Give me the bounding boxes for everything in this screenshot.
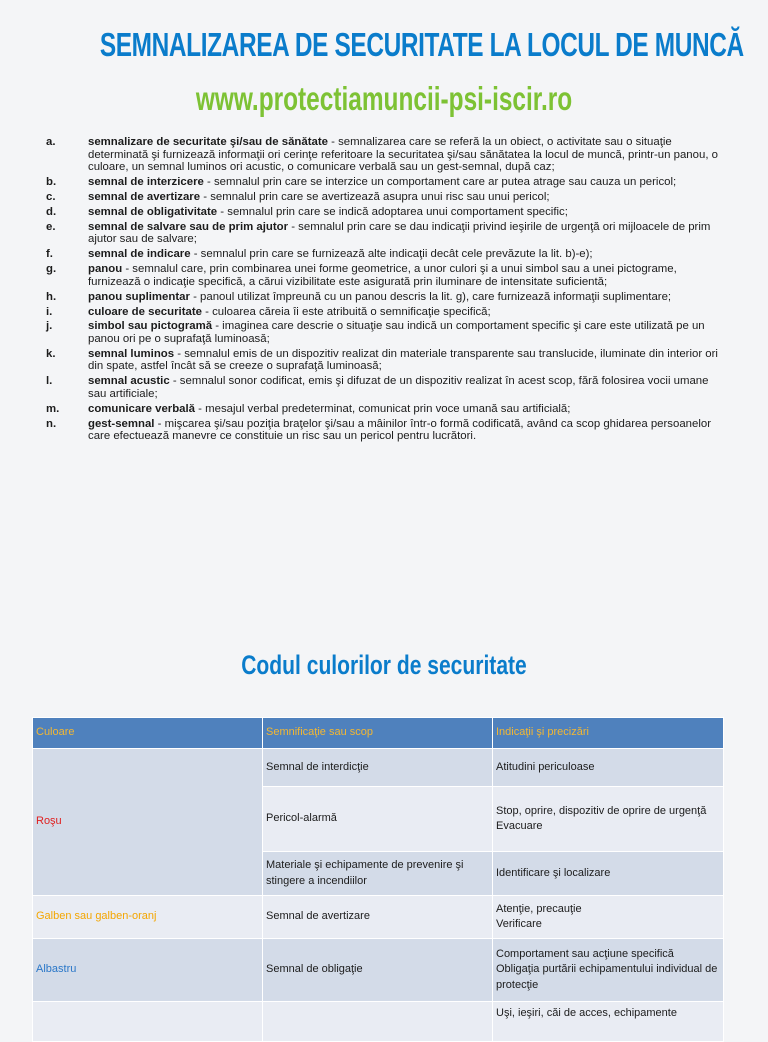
definition-term: semnal acustic bbox=[88, 375, 170, 388]
definition-description: - semnalul emis de un dispozitiv realizat din materiale transparente sau translucide, iluminate din interior ori din spate, astfel încât să se creeze o suprafaţă luminoasă; bbox=[88, 347, 718, 373]
definition-letter: h. bbox=[46, 290, 57, 303]
safety-color-table bbox=[32, 717, 724, 1042]
definition-item bbox=[46, 136, 722, 174]
notes-cell: Identificare şi localizare bbox=[493, 852, 724, 896]
notes-cell bbox=[493, 787, 724, 852]
definition-item bbox=[46, 306, 722, 319]
meaning-cell: Materiale şi echipamente de prevenire şi stingere a incendiilor bbox=[263, 852, 493, 896]
meaning-cell: Semnal de interdicţie bbox=[263, 749, 493, 787]
definition-text bbox=[88, 263, 722, 288]
meaning-cell: Semnal de obligaţie bbox=[263, 939, 493, 1002]
definition-term: gest-semnal bbox=[88, 417, 155, 430]
definition-term: panou bbox=[88, 263, 123, 276]
definition-description: - mesajul verbal predeterminat, comunicat prin voce umană sau artificială; bbox=[195, 402, 571, 415]
definition-text bbox=[88, 206, 722, 219]
definition-item bbox=[46, 291, 722, 304]
table-row bbox=[33, 896, 724, 939]
table-header-row bbox=[33, 718, 724, 749]
notes-line: Evacuare bbox=[496, 820, 543, 832]
definition-item bbox=[46, 418, 722, 443]
definition-item bbox=[46, 403, 722, 416]
definition-text bbox=[88, 348, 722, 373]
meaning-cell bbox=[263, 1002, 493, 1042]
table-row bbox=[33, 749, 724, 787]
website-url[interactable]: www.protectiamuncii-psi-iscir.ro bbox=[195, 80, 573, 117]
definition-item bbox=[46, 191, 722, 204]
definition-item bbox=[46, 248, 722, 261]
definition-letter: k. bbox=[46, 347, 56, 360]
definition-text bbox=[88, 403, 722, 416]
definition-text bbox=[88, 320, 722, 345]
notes-line: Stop, oprire, dispozitiv de oprire de urgenţă bbox=[496, 804, 707, 817]
color-cell-blue: Albastru bbox=[33, 939, 263, 1002]
definition-term: semnal de salvare sau de prim ajutor bbox=[88, 220, 289, 233]
notes-line: Atenţie, precauţie bbox=[496, 902, 582, 915]
definition-text bbox=[88, 418, 722, 443]
definition-term: panou suplimentar bbox=[88, 290, 190, 303]
definition-letter: d. bbox=[46, 205, 57, 218]
definition-term: comunicare verbală bbox=[88, 402, 195, 415]
definition-description: - semnalul prin care se avertizează asupra unui risc sau unui pericol; bbox=[200, 190, 550, 203]
notes-cell: Atitudini periculoase bbox=[493, 749, 724, 787]
definition-letter: b. bbox=[46, 176, 57, 189]
definition-description: - semnalul prin care se furnizează alte indicaţii decât cele prevăzute la lit. b)-e); bbox=[190, 248, 593, 261]
definition-text bbox=[88, 176, 722, 189]
definition-text bbox=[88, 375, 722, 400]
definition-term: semnal de obligativitate bbox=[88, 205, 218, 218]
notes-cell bbox=[493, 939, 724, 1002]
definition-description: - semnalul care, prin combinarea unei forme geometrice, a unor culori şi a unui simbol sau a unei pictograme, furnizează o indicaţie specifică, a cărui vizibilitate este asigurată prin iluminare de intensitate suficientă; bbox=[88, 263, 677, 288]
definition-text bbox=[88, 136, 722, 174]
definitions-list bbox=[46, 136, 722, 445]
page-title: SEMNALIZAREA DE SECURITATE LA LOCUL DE MUNCĂ bbox=[99, 26, 744, 63]
definition-text bbox=[88, 191, 722, 204]
definition-item bbox=[46, 348, 722, 373]
notes-cell: Uşi, ieşiri, căi de acces, echipamente bbox=[493, 1002, 724, 1042]
definition-item bbox=[46, 375, 722, 400]
table-row bbox=[33, 939, 724, 1002]
color-cell-yellow: Galben sau galben-oranj bbox=[33, 896, 263, 939]
definition-letter: j. bbox=[46, 320, 53, 333]
definition-text bbox=[88, 221, 722, 246]
notes-line: Verificare bbox=[496, 918, 542, 930]
definition-text bbox=[88, 248, 722, 261]
notes-line: Obligaţia purtării echipamentului individual de protecţie bbox=[496, 963, 718, 991]
color-cell bbox=[33, 1002, 263, 1042]
definition-description: - semnalizarea care se referă la un obiect, o activitate sau o situaţie determinată şi furnizează informaţii ori cerinţe referitoare la securitatea şi/sau sănătatea la locul de muncă, printr-un panou, o culoare, un semnal luminos ori acustic, o comunicare verbală sau un gest-semnal, după caz; bbox=[88, 136, 718, 174]
meaning-cell: Pericol-alarmă bbox=[263, 787, 493, 852]
definition-term: semnal de avertizare bbox=[88, 190, 201, 203]
definition-description: - panoul utilizat împreună cu un panou descris la lit. g), care furnizează informaţii suplimentare; bbox=[189, 290, 672, 303]
definition-description: - semnalul prin care se indică adoptarea unui comportament specific; bbox=[217, 205, 568, 218]
definition-letter: e. bbox=[46, 220, 56, 233]
definition-text bbox=[88, 291, 722, 304]
definition-item bbox=[46, 263, 722, 288]
definition-letter: c. bbox=[46, 190, 56, 203]
definition-letter: f. bbox=[46, 248, 53, 261]
definition-description: - semnalul sonor codificat, emis şi difuzat de un dispozitiv realizat în acest scop, fără folosirea vocii umane sau artificiale; bbox=[88, 375, 709, 400]
definition-item bbox=[46, 221, 722, 246]
color-cell-red: Roşu bbox=[33, 749, 263, 896]
definition-letter: g. bbox=[46, 263, 57, 276]
definition-text bbox=[88, 306, 722, 319]
column-header-notes: Indicaţii şi precizări bbox=[493, 718, 724, 749]
definition-description: - semnalul prin care se dau indicaţii privind ieşirile de urgenţă ori mijloacele de prim ajutor sau de salvare; bbox=[88, 220, 711, 246]
definition-description: - culoarea căreia îi este atribuită o semnificaţie specifică; bbox=[201, 305, 491, 318]
column-header-color: Culoare bbox=[33, 718, 263, 749]
definition-term: simbol sau pictogramă bbox=[88, 320, 213, 333]
definition-description: - imaginea care descrie o situaţie sau indică un comportament specific şi care este utilizată pe un panou ori pe o suprafaţă luminoasă; bbox=[88, 320, 705, 345]
definition-letter: i. bbox=[46, 305, 53, 318]
definition-item bbox=[46, 320, 722, 345]
meaning-cell: Semnal de avertizare bbox=[263, 896, 493, 939]
definition-description: - semnalul prin care se interzice un comportament care ar putea atrage sau cauza un pericol; bbox=[203, 176, 677, 189]
definition-term: culoare de securitate bbox=[88, 305, 202, 318]
definition-term: semnal de indicare bbox=[88, 248, 191, 261]
column-header-meaning: Semnificaţie sau scop bbox=[263, 718, 493, 749]
definition-item bbox=[46, 176, 722, 189]
section-title: Codul culorilor de securitate bbox=[241, 650, 527, 680]
definition-letter: m. bbox=[46, 402, 60, 415]
notes-cell bbox=[493, 896, 724, 939]
definition-letter: l. bbox=[46, 375, 53, 388]
definition-term: semnalizare de securitate şi/sau de sănătate bbox=[88, 136, 328, 148]
definition-letter: a. bbox=[46, 136, 56, 148]
definition-description: - mişcarea şi/sau poziţia braţelor şi/sau a mâinilor într-o formă codificată, având ca scop ghidarea persoanelor care efectuează manevre ce constituie un risc sau un pericol pentru lucrători. bbox=[88, 417, 711, 443]
definition-term: semnal luminos bbox=[88, 347, 175, 360]
definition-term: semnal de interzicere bbox=[88, 176, 204, 189]
definition-item bbox=[46, 206, 722, 219]
table-row bbox=[33, 1002, 724, 1042]
notes-line: Comportament sau acţiune specifică bbox=[496, 947, 674, 960]
definition-letter: n. bbox=[46, 417, 57, 430]
